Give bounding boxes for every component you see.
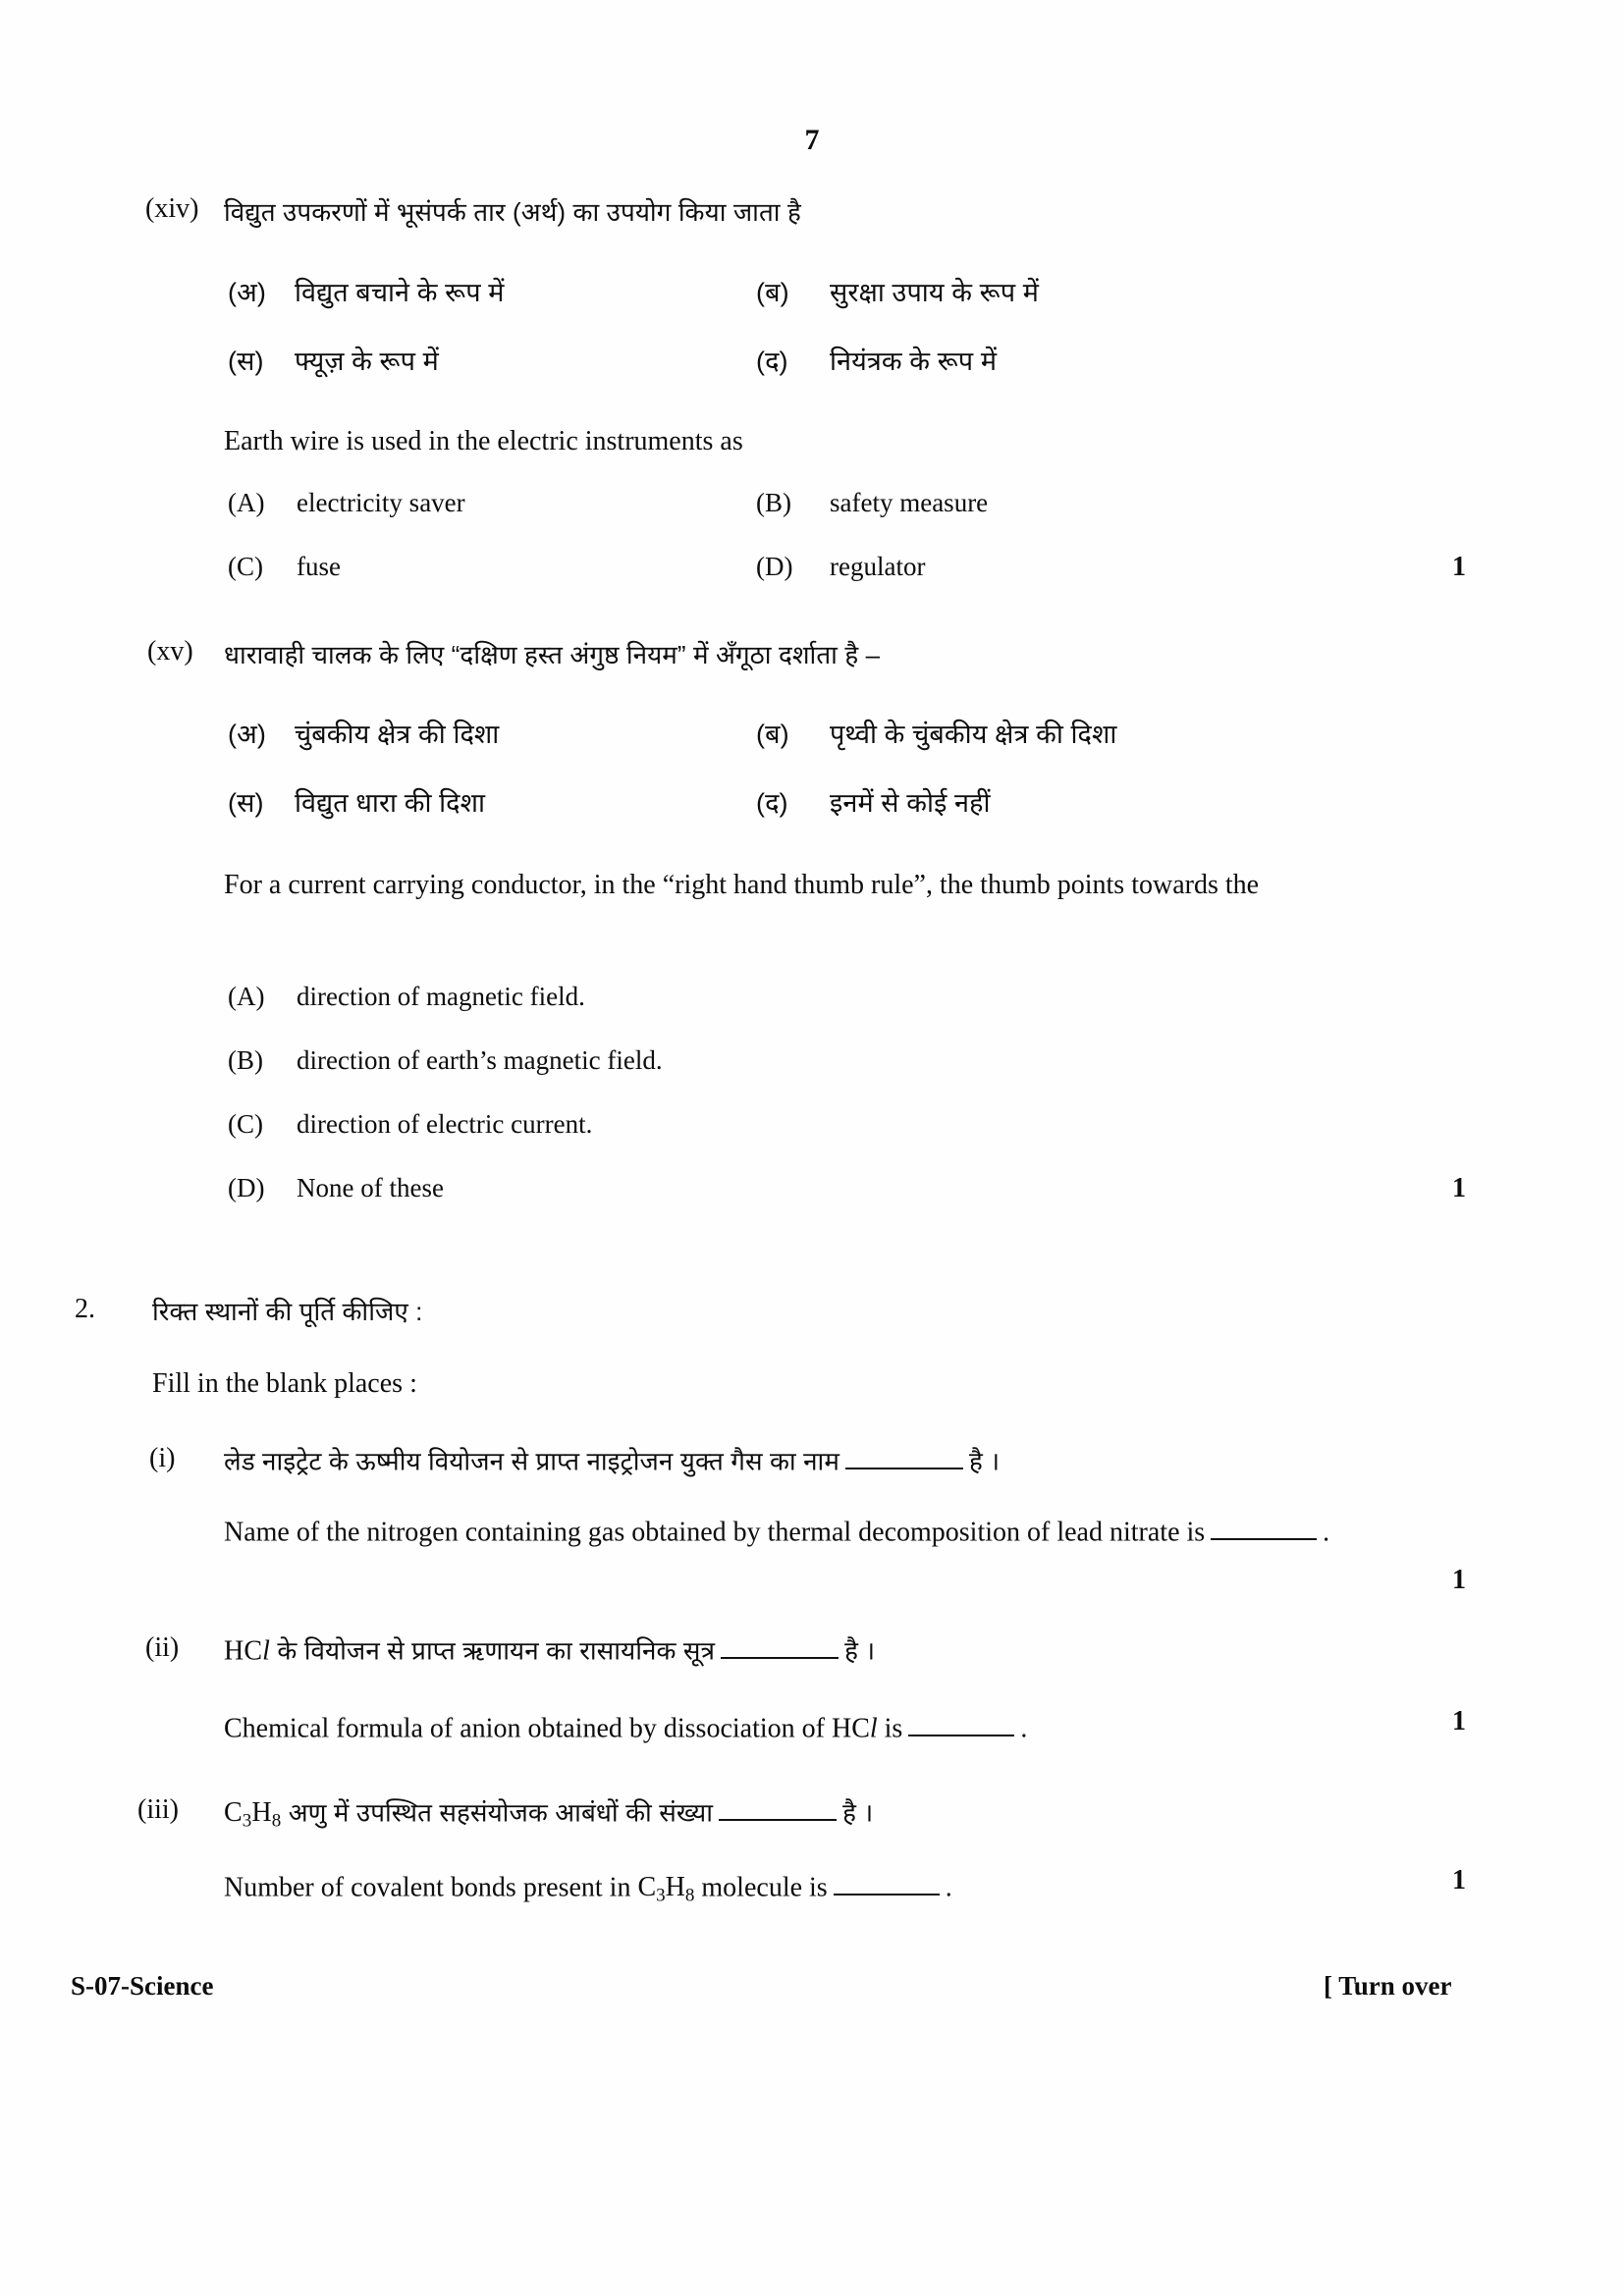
blank-item-iii-english-blank[interactable] xyxy=(834,1865,940,1896)
formula-h-en: H xyxy=(665,1872,685,1903)
blank-item-iii-hindi-before: अणु में उपस्थित सहसंयोजक आबंधों की संख्या xyxy=(288,1797,714,1828)
question-xv-hindi-option-c-text: विद्युत धारा की दिशा xyxy=(295,788,486,818)
question-xiv-hindi-option-a-label: (अ) xyxy=(228,278,266,307)
question-xiv-marks: 1 xyxy=(1452,552,1466,582)
question-xv-hindi-option-c-label: (स) xyxy=(228,788,264,818)
formula-h-sub: 8 xyxy=(271,1810,282,1832)
question-xiv-english-option-a-text: electricity saver xyxy=(297,488,465,517)
blank-item-ii-english-mid: is xyxy=(884,1713,903,1744)
blank-item-iii-english-formula xyxy=(637,1872,695,1906)
question-xv-hindi-option-b-text: पृथ्वी के चुंबकीय क्षेत्र की दिशा xyxy=(830,720,1117,749)
blank-item-ii-marks: 1 xyxy=(1452,1706,1466,1736)
blank-item-ii-hindi-blank[interactable] xyxy=(721,1630,839,1659)
section2-hindi-heading: रिक्त स्थानों की पूर्ति कीजिए : xyxy=(152,1297,423,1326)
blank-item-ii-english-after: . xyxy=(1020,1713,1028,1744)
question-xiv-english-stem: Earth wire is used in the electric instruments as xyxy=(224,426,743,456)
formula-h: H xyxy=(251,1797,272,1829)
blank-item-ii-hindi xyxy=(224,1630,1402,1671)
question-xv-english-stem: For a current carrying conductor, in the “right hand thumb rule”, the thumb points towards the xyxy=(224,870,1260,900)
question-xiv-english-option-b-text: safety measure xyxy=(830,488,989,517)
blank-item-ii-hindi-formula-italic: l xyxy=(262,1635,270,1667)
question-xiv-english-option-b-label: (B) xyxy=(756,488,791,517)
question-xv-english-option-a-label: (A) xyxy=(228,982,265,1011)
blank-item-i-english-after: . xyxy=(1323,1517,1330,1548)
blank-item-i-hindi-blank[interactable] xyxy=(845,1441,963,1469)
blank-item-i-hindi-before: लेड नाइट्रेट के ऊष्मीय वियोजन से प्राप्त नाइट्रोजन युक्त गैस का नाम xyxy=(224,1446,840,1476)
blank-item-iii-marks: 1 xyxy=(1452,1865,1466,1896)
question-xiv-english-option-c-text: fuse xyxy=(297,552,341,581)
question-xiv-hindi-stem: विद्युत उपकरणों में भूसंपर्क तार (अर्थ) का उपयोग किया जाता है xyxy=(224,197,801,227)
question-xv-english-option-b-text: direction of earth’s magnetic field. xyxy=(297,1045,663,1075)
blank-item-ii-english-before: Chemical formula of anion obtained by dissociation of HC xyxy=(224,1713,870,1744)
section2-english-heading: Fill in the blank places : xyxy=(152,1368,417,1399)
section2-number: 2. xyxy=(75,1294,95,1324)
question-xiv-label: (xiv) xyxy=(145,193,199,224)
question-xiv-english-option-d-text: regulator xyxy=(830,552,926,581)
question-xv-english-option-c-label: (C) xyxy=(228,1109,263,1139)
question-xiv-hindi-option-c-label: (स) xyxy=(228,347,264,376)
footer-turn-over: [ Turn over xyxy=(1324,1971,1452,2001)
question-xv-label: (xv) xyxy=(147,636,193,667)
question-xiv-english-option-a-label: (A) xyxy=(228,488,265,517)
blank-item-iii-label: (iii) xyxy=(137,1794,179,1825)
footer-paper-code: S-07-Science xyxy=(71,1971,214,2001)
blank-item-i-english-before: Name of the nitrogen containing gas obtained by thermal decomposition of lead nitrate is xyxy=(224,1517,1206,1548)
question-xiv-hindi-option-b-label: (ब) xyxy=(756,278,789,307)
blank-item-ii-english-blank[interactable] xyxy=(908,1706,1014,1736)
formula-c-sub-en: 3 xyxy=(656,1885,666,1906)
blank-item-iii-english-mid: molecule is xyxy=(701,1872,828,1903)
blank-item-ii-hindi-before: के वियोजन से प्राप्त ऋणायन का रासायनिक सूत्र xyxy=(277,1635,716,1666)
formula-c: C xyxy=(224,1797,243,1829)
question-xv-english-option-b-label: (B) xyxy=(228,1045,263,1075)
blank-item-ii-label: (ii) xyxy=(145,1632,180,1663)
question-xv-english-option-d-text: None of these xyxy=(297,1173,444,1202)
formula-h-sub-en: 8 xyxy=(684,1885,695,1906)
question-xv-hindi-option-b-label: (ब) xyxy=(756,720,789,749)
question-xv-english-option-a-text: direction of magnetic field. xyxy=(297,982,585,1011)
blank-item-i-marks: 1 xyxy=(1452,1565,1466,1595)
blank-item-i-hindi-after: है । xyxy=(969,1446,1001,1476)
question-xv-hindi-option-a-text: चुंबकीय क्षेत्र की दिशा xyxy=(295,720,500,749)
blank-item-ii-english-formula-italic: l xyxy=(869,1713,878,1744)
question-xiv-hindi-option-c-text: फ्यूज़ के रूप में xyxy=(295,347,439,376)
question-xiv-hindi-option-d-text: नियंत्रक के रूप में xyxy=(830,347,998,376)
blank-item-iii-english xyxy=(224,1865,1394,1909)
question-xiv-hindi-option-b-text: सुरक्षा उपाय के रूप में xyxy=(830,278,1040,307)
question-xiv-hindi-option-a-text: विद्युत बचाने के रूप में xyxy=(295,278,505,307)
blank-item-iii-hindi-formula xyxy=(224,1797,282,1832)
blank-item-i-english xyxy=(224,1510,1394,1552)
question-xv-english-option-c-text: direction of electric current. xyxy=(297,1109,593,1139)
page-number: 7 xyxy=(804,124,820,156)
question-xiv-hindi-option-d-label: (द) xyxy=(756,347,788,376)
blank-item-iii-english-before: Number of covalent bonds present in xyxy=(224,1872,631,1903)
blank-item-ii-hindi-after: है । xyxy=(844,1635,876,1666)
question-xv-hindi-option-d-text: इनमें से कोई नहीं xyxy=(830,788,991,818)
question-xv-marks: 1 xyxy=(1452,1173,1466,1203)
question-xiv-english-option-d-label: (D) xyxy=(756,552,793,581)
question-xv-hindi-stem: धारावाही चालक के लिए “दक्षिण हस्त अंगुष्ठ नियम” में अँगूठा दर्शाता है – xyxy=(224,640,881,669)
blank-item-iii-hindi xyxy=(224,1792,1402,1835)
blank-item-i-label: (i) xyxy=(149,1443,176,1473)
question-xiv-english-option-c-label: (C) xyxy=(228,552,263,581)
blank-item-iii-hindi-after: है । xyxy=(842,1797,874,1828)
question-xv-hindi-option-a-label: (अ) xyxy=(228,720,266,749)
blank-item-i-english-blank[interactable] xyxy=(1211,1510,1317,1540)
blank-item-iii-english-after: . xyxy=(945,1872,952,1903)
blank-item-ii-english xyxy=(224,1706,1394,1748)
formula-c-en: C xyxy=(637,1872,657,1903)
blank-item-i-hindi xyxy=(224,1441,1402,1479)
question-xv-hindi-option-d-label: (द) xyxy=(756,788,788,818)
formula-c-sub: 3 xyxy=(242,1810,252,1832)
question-xv-english-option-d-label: (D) xyxy=(228,1173,265,1202)
blank-item-iii-hindi-blank[interactable] xyxy=(719,1792,837,1821)
blank-item-ii-hindi-formula: HC xyxy=(224,1635,263,1667)
